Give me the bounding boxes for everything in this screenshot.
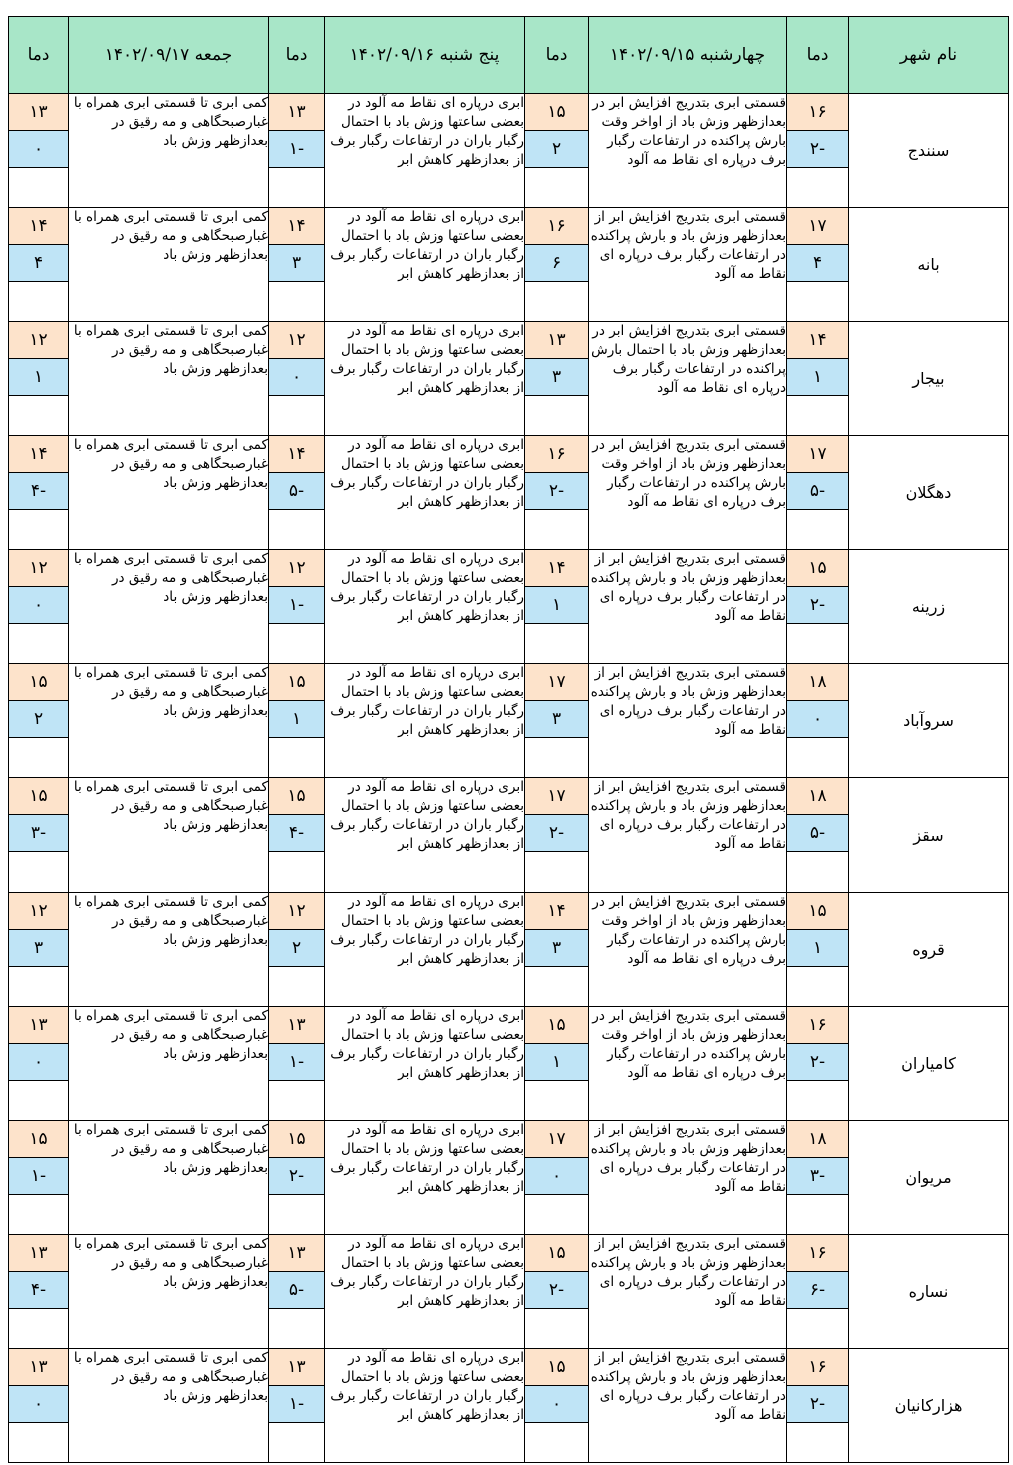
temp-cell [9,1120,69,1234]
max-temp: ۱۵ [525,1007,588,1044]
max-temp: ۱۲ [9,322,68,359]
min-temp: ۰ [9,1044,68,1081]
min-temp: -۲ [525,815,588,852]
temp-cell [787,1120,849,1234]
min-temp: ۱ [9,359,68,396]
day-1-description: قسمتی ابری بتدریج افزایش ابر از بعدازظهر وزش باد و بارش پراکنده در ارتفاعات رگبار برف درپاره ای نقاط مه آلود [589,1234,787,1348]
min-temp: ۳ [525,701,588,738]
day-1-description: قسمتی ابری بتدریج افزایش ابر از بعدازظهر وزش باد و بارش پراکنده در ارتفاعات رگبار برف درپاره ای نقاط مه آلود [589,778,787,892]
min-temp: -۲ [525,473,588,510]
max-temp: ۱۵ [787,550,848,587]
min-temp: ۰ [269,359,324,396]
table-row [9,1120,1009,1234]
city-name: سقز [849,778,1009,892]
temp-cell [525,778,589,892]
day-2-description: ابری درپاره ای نقاط مه آلود در بعضی ساعتها وزش باد با احتمال رگبار باران در ارتفاعات رگبار برف از بعدازظهر کاهش ابر [325,1234,525,1348]
max-temp: ۱۶ [787,1235,848,1272]
temp-column-header: دما [9,17,69,94]
temp-cell [269,778,325,892]
min-temp: ۰ [787,701,848,738]
min-temp: ۳ [525,359,588,396]
day-2-description: ابری درپاره ای نقاط مه آلود در بعضی ساعتها وزش باد با احتمال رگبار باران در ارتفاعات رگبار برف از بعدازظهر کاهش ابر [325,1006,525,1120]
day-1-description: قسمتی ابری بتدریج افزایش ابر در بعدازظهر وزش باد از اواخر وقت بارش پراکنده در ارتفاعات رگبار برف درپاره ای نقاط مه آلود [589,436,787,550]
day-2-description: ابری درپاره ای نقاط مه آلود در بعضی ساعتها وزش باد با احتمال رگبار باران در ارتفاعات رگبار برف از بعدازظهر کاهش ابر [325,892,525,1006]
day-1-description: قسمتی ابری بتدریج افزایش ابر از بعدازظهر وزش باد و بارش پراکنده در ارتفاعات رگبار برف درپاره ای نقاط مه آلود [589,208,787,322]
max-temp: ۱۲ [9,550,68,587]
min-temp: ۳ [269,245,324,282]
max-temp: ۱۳ [269,1349,324,1386]
min-temp: -۲ [787,1044,848,1081]
min-temp: -۵ [269,473,324,510]
min-temp: -۱ [269,1386,324,1423]
temp-cell [787,892,849,1006]
day-2-description: ابری درپاره ای نقاط مه آلود در بعضی ساعتها وزش باد با احتمال رگبار باران در ارتفاعات رگبار برف از بعدازظهر کاهش ابر [325,436,525,550]
temp-cell [269,208,325,322]
min-temp: ۳ [525,930,588,967]
max-temp: ۱۲ [9,893,68,930]
day-2-description: ابری درپاره ای نقاط مه آلود در بعضی ساعتها وزش باد با احتمال رگبار باران در ارتفاعات رگبار برف از بعدازظهر کاهش ابر [325,322,525,436]
min-temp: ۴ [787,245,848,282]
min-temp: ۳ [9,930,68,967]
temp-cell [9,664,69,778]
city-name: سروآباد [849,664,1009,778]
max-temp: ۱۳ [9,1349,68,1386]
temp-cell [787,1234,849,1348]
max-temp: ۱۸ [787,664,848,701]
max-temp: ۱۷ [787,208,848,245]
table-row [9,94,1009,208]
min-temp: -۲ [269,1158,324,1195]
day-2-description: ابری درپاره ای نقاط مه آلود در بعضی ساعتها وزش باد با احتمال رگبار باران در ارتفاعات رگبار برف از بعدازظهر کاهش ابر [325,94,525,208]
max-temp: ۱۴ [787,322,848,359]
temp-column-header: دما [525,17,589,94]
min-temp: -۵ [787,815,848,852]
max-temp: ۱۵ [269,664,324,701]
max-temp: ۱۴ [269,436,324,473]
max-temp: ۱۴ [525,893,588,930]
max-temp: ۱۷ [525,664,588,701]
max-temp: ۱۴ [9,436,68,473]
temp-cell [525,1348,589,1462]
max-temp: ۱۳ [525,322,588,359]
max-temp: ۱۳ [269,1235,324,1272]
temp-cell [269,436,325,550]
temp-cell [269,664,325,778]
day-3-description: کمی ابری تا قسمتی ابری همراه با غبارصبحگاهی و مه رقیق در بعدازظهر وزش باد [69,1006,269,1120]
min-temp: -۱ [269,1044,324,1081]
max-temp: ۱۴ [9,208,68,245]
temp-cell [525,1120,589,1234]
max-temp: ۱۶ [787,1007,848,1044]
day-1-description: قسمتی ابری بتدریج افزایش ابر در بعدازظهر وزش باد از اواخر وقت بارش پراکنده در ارتفاعات رگبار برف درپاره ای نقاط مه آلود [589,1006,787,1120]
max-temp: ۱۶ [787,1349,848,1386]
max-temp: ۱۳ [269,1007,324,1044]
max-temp: ۱۴ [269,208,324,245]
temp-cell [525,322,589,436]
day-3-description: کمی ابری تا قسمتی ابری همراه با غبارصبحگاهی و مه رقیق در بعدازظهر وزش باد [69,1120,269,1234]
day-1-description: قسمتی ابری بتدریج افزایش ابر از بعدازظهر وزش باد و بارش پراکنده در ارتفاعات رگبار برف درپاره ای نقاط مه آلود [589,664,787,778]
max-temp: ۱۵ [9,664,68,701]
day-2-description: ابری درپاره ای نقاط مه آلود در بعضی ساعتها وزش باد با احتمال رگبار باران در ارتفاعات رگبار برف از بعدازظهر کاهش ابر [325,778,525,892]
forecast-body [9,94,1009,1463]
temp-cell [269,322,325,436]
temp-cell [525,550,589,664]
temp-cell [269,1348,325,1462]
weather-forecast-table [8,16,1009,1463]
max-temp: ۱۸ [787,1121,848,1158]
temp-cell [269,1120,325,1234]
max-temp: ۱۲ [269,893,324,930]
temp-cell [787,664,849,778]
temp-cell [787,1006,849,1120]
temp-cell [9,1234,69,1348]
table-row [9,1234,1009,1348]
max-temp: ۱۷ [787,436,848,473]
city-name: کامیاران [849,1006,1009,1120]
day-1-description: قسمتی ابری بتدریج افزایش ابر از بعدازظهر وزش باد و بارش پراکنده در ارتفاعات رگبار برف درپاره ای نقاط مه آلود [589,1348,787,1462]
temp-cell [787,550,849,664]
max-temp: ۱۴ [525,550,588,587]
table-row [9,778,1009,892]
day-2-description: ابری درپاره ای نقاط مه آلود در بعضی ساعتها وزش باد با احتمال رگبار باران در ارتفاعات رگبار برف از بعدازظهر کاهش ابر [325,664,525,778]
temp-cell [525,208,589,322]
day-1-description: قسمتی ابری بتدریج افزایش ابر در بعدازظهر وزش باد با احتمال بارش پراکنده در ارتفاعات رگبار برف درپاره ای نقاط مه آلود [589,322,787,436]
min-temp: ۰ [9,1386,68,1423]
day-3-description: کمی ابری تا قسمتی ابری همراه با غبارصبحگاهی و مه رقیق در بعدازظهر وزش باد [69,664,269,778]
min-temp: ۰ [9,131,68,168]
city-name: قروه [849,892,1009,1006]
temp-cell [269,550,325,664]
min-temp: -۴ [269,815,324,852]
temp-cell [269,1006,325,1120]
temp-column-header: دما [787,17,849,94]
day-2-description: ابری درپاره ای نقاط مه آلود در بعضی ساعتها وزش باد با احتمال رگبار باران در ارتفاعات رگبار برف از بعدازظهر کاهش ابر [325,550,525,664]
max-temp: ۱۶ [525,436,588,473]
temp-cell [525,1234,589,1348]
cropped-top-caption [0,0,1013,12]
day-2-description: ابری درپاره ای نقاط مه آلود در بعضی ساعتها وزش باد با احتمال رگبار باران در ارتفاعات رگبار برف از بعدازظهر کاهش ابر [325,1348,525,1462]
min-temp: -۱ [9,1158,68,1195]
min-temp: -۴ [9,473,68,510]
min-temp: ۶ [525,245,588,282]
min-temp: ۱ [525,1044,588,1081]
temp-cell [269,94,325,208]
table-row [9,1348,1009,1462]
max-temp: ۱۳ [269,94,324,131]
min-temp: -۲ [787,1386,848,1423]
table-row [9,892,1009,1006]
max-temp: ۱۲ [269,550,324,587]
temp-cell [787,778,849,892]
temp-cell [787,1348,849,1462]
table-row [9,322,1009,436]
max-temp: ۱۵ [9,778,68,815]
table-row [9,208,1009,322]
min-temp: -۵ [787,473,848,510]
min-temp: ۲ [9,701,68,738]
city-name: سنندج [849,94,1009,208]
temp-cell [525,664,589,778]
day-3-description: کمی ابری تا قسمتی ابری همراه با غبارصبحگاهی و مه رقیق در بعدازظهر وزش باد [69,322,269,436]
max-temp: ۱۵ [269,778,324,815]
table-row [9,550,1009,664]
day-3-description: کمی ابری تا قسمتی ابری همراه با غبارصبحگاهی و مه رقیق در بعدازظهر وزش باد [69,436,269,550]
min-temp: -۴ [9,1272,68,1309]
table-row [9,436,1009,550]
max-temp: ۱۶ [525,208,588,245]
max-temp: ۱۳ [9,94,68,131]
temp-cell [9,436,69,550]
temp-cell [525,1006,589,1120]
max-temp: ۱۵ [525,1235,588,1272]
min-temp: -۲ [787,131,848,168]
temp-cell [9,208,69,322]
min-temp: ۱ [787,359,848,396]
day-2-description: ابری درپاره ای نقاط مه آلود در بعضی ساعتها وزش باد با احتمال رگبار باران در ارتفاعات رگبار برف از بعدازظهر کاهش ابر [325,208,525,322]
day-3-description: کمی ابری تا قسمتی ابری همراه با غبارصبحگاهی و مه رقیق در بعدازظهر وزش باد [69,208,269,322]
temp-column-header: دما [269,17,325,94]
temp-cell [9,550,69,664]
city-name: مریوان [849,1120,1009,1234]
temp-cell [525,892,589,1006]
min-temp: -۶ [787,1272,848,1309]
temp-cell [787,94,849,208]
min-temp: ۰ [9,587,68,624]
min-temp: ۲ [269,930,324,967]
temp-cell [9,892,69,1006]
day-1-header: چهارشنبه ۱۴۰۲/۰۹/۱۵ [589,17,787,94]
day-3-description: کمی ابری تا قسمتی ابری همراه با غبارصبحگاهی و مه رقیق در بعدازظهر وزش باد [69,1234,269,1348]
max-temp: ۱۷ [525,778,588,815]
temp-cell [9,778,69,892]
min-temp: -۱ [269,131,324,168]
temp-cell [787,322,849,436]
day-3-description: کمی ابری تا قسمتی ابری همراه با غبارصبحگاهی و مه رقیق در بعدازظهر وزش باد [69,1348,269,1462]
max-temp: ۱۵ [269,1121,324,1158]
city-name: نساره [849,1234,1009,1348]
temp-cell [269,892,325,1006]
temp-cell [9,1348,69,1462]
day-1-description: قسمتی ابری بتدریج افزایش ابر از بعدازظهر وزش باد و بارش پراکنده در ارتفاعات رگبار برف درپاره ای نقاط مه آلود [589,550,787,664]
min-temp: ۱ [787,930,848,967]
max-temp: ۱۵ [525,1349,588,1386]
min-temp: -۵ [269,1272,324,1309]
max-temp: ۱۲ [269,322,324,359]
day-1-description: قسمتی ابری بتدریج افزایش ابر در بعدازظهر وزش باد از اواخر وقت بارش پراکنده در ارتفاعات رگبار برف درپاره ای نقاط مه آلود [589,892,787,1006]
day-1-description: قسمتی ابری بتدریج افزایش ابر از بعدازظهر وزش باد و بارش پراکنده در ارتفاعات رگبار برف درپاره ای نقاط مه آلود [589,1120,787,1234]
temp-cell [269,1234,325,1348]
temp-cell [525,94,589,208]
temp-cell [9,94,69,208]
max-temp: ۱۶ [787,94,848,131]
day-3-header: جمعه ۱۴۰۲/۰۹/۱۷ [69,17,269,94]
min-temp: ۱ [525,587,588,624]
temp-cell [787,208,849,322]
day-3-description: کمی ابری تا قسمتی ابری همراه با غبارصبحگاهی و مه رقیق در بعدازظهر وزش باد [69,94,269,208]
day-3-description: کمی ابری تا قسمتی ابری همراه با غبارصبحگاهی و مه رقیق در بعدازظهر وزش باد [69,778,269,892]
city-name: زرینه [849,550,1009,664]
max-temp: ۱۸ [787,778,848,815]
temp-cell [9,322,69,436]
city-name: هزارکانیان [849,1348,1009,1462]
city-name: دهگلان [849,436,1009,550]
temp-cell [525,436,589,550]
table-row [9,664,1009,778]
city-name: بانه [849,208,1009,322]
max-temp: ۱۵ [787,893,848,930]
city-column-header: نام شهر [849,17,1009,94]
min-temp: ۴ [9,245,68,282]
day-1-description: قسمتی ابری بتدریج افزایش ابر در بعدازظهر وزش باد از اواخر وقت بارش پراکنده در ارتفاعات رگبار برف درپاره ای نقاط مه آلود [589,94,787,208]
day-3-description: کمی ابری تا قسمتی ابری همراه با غبارصبحگاهی و مه رقیق در بعدازظهر وزش باد [69,550,269,664]
day-2-description: ابری درپاره ای نقاط مه آلود در بعضی ساعتها وزش باد با احتمال رگبار باران در ارتفاعات رگبار برف از بعدازظهر کاهش ابر [325,1120,525,1234]
max-temp: ۱۳ [9,1007,68,1044]
max-temp: ۱۳ [9,1235,68,1272]
min-temp: -۲ [787,587,848,624]
min-temp: ۰ [525,1158,588,1195]
city-name: بیجار [849,322,1009,436]
min-temp: -۳ [9,815,68,852]
max-temp: ۱۷ [525,1121,588,1158]
max-temp: ۱۵ [525,94,588,131]
max-temp: ۱۵ [9,1121,68,1158]
min-temp: -۱ [269,587,324,624]
temp-cell [9,1006,69,1120]
min-temp: ۲ [525,131,588,168]
min-temp: ۱ [269,701,324,738]
table-row [9,1006,1009,1120]
min-temp: -۲ [525,1272,588,1309]
day-2-header: پنج شنبه ۱۴۰۲/۰۹/۱۶ [325,17,525,94]
min-temp: ۰ [525,1386,588,1423]
min-temp: -۳ [787,1158,848,1195]
day-3-description: کمی ابری تا قسمتی ابری همراه با غبارصبحگاهی و مه رقیق در بعدازظهر وزش باد [69,892,269,1006]
header-row [9,17,1009,94]
temp-cell [787,436,849,550]
